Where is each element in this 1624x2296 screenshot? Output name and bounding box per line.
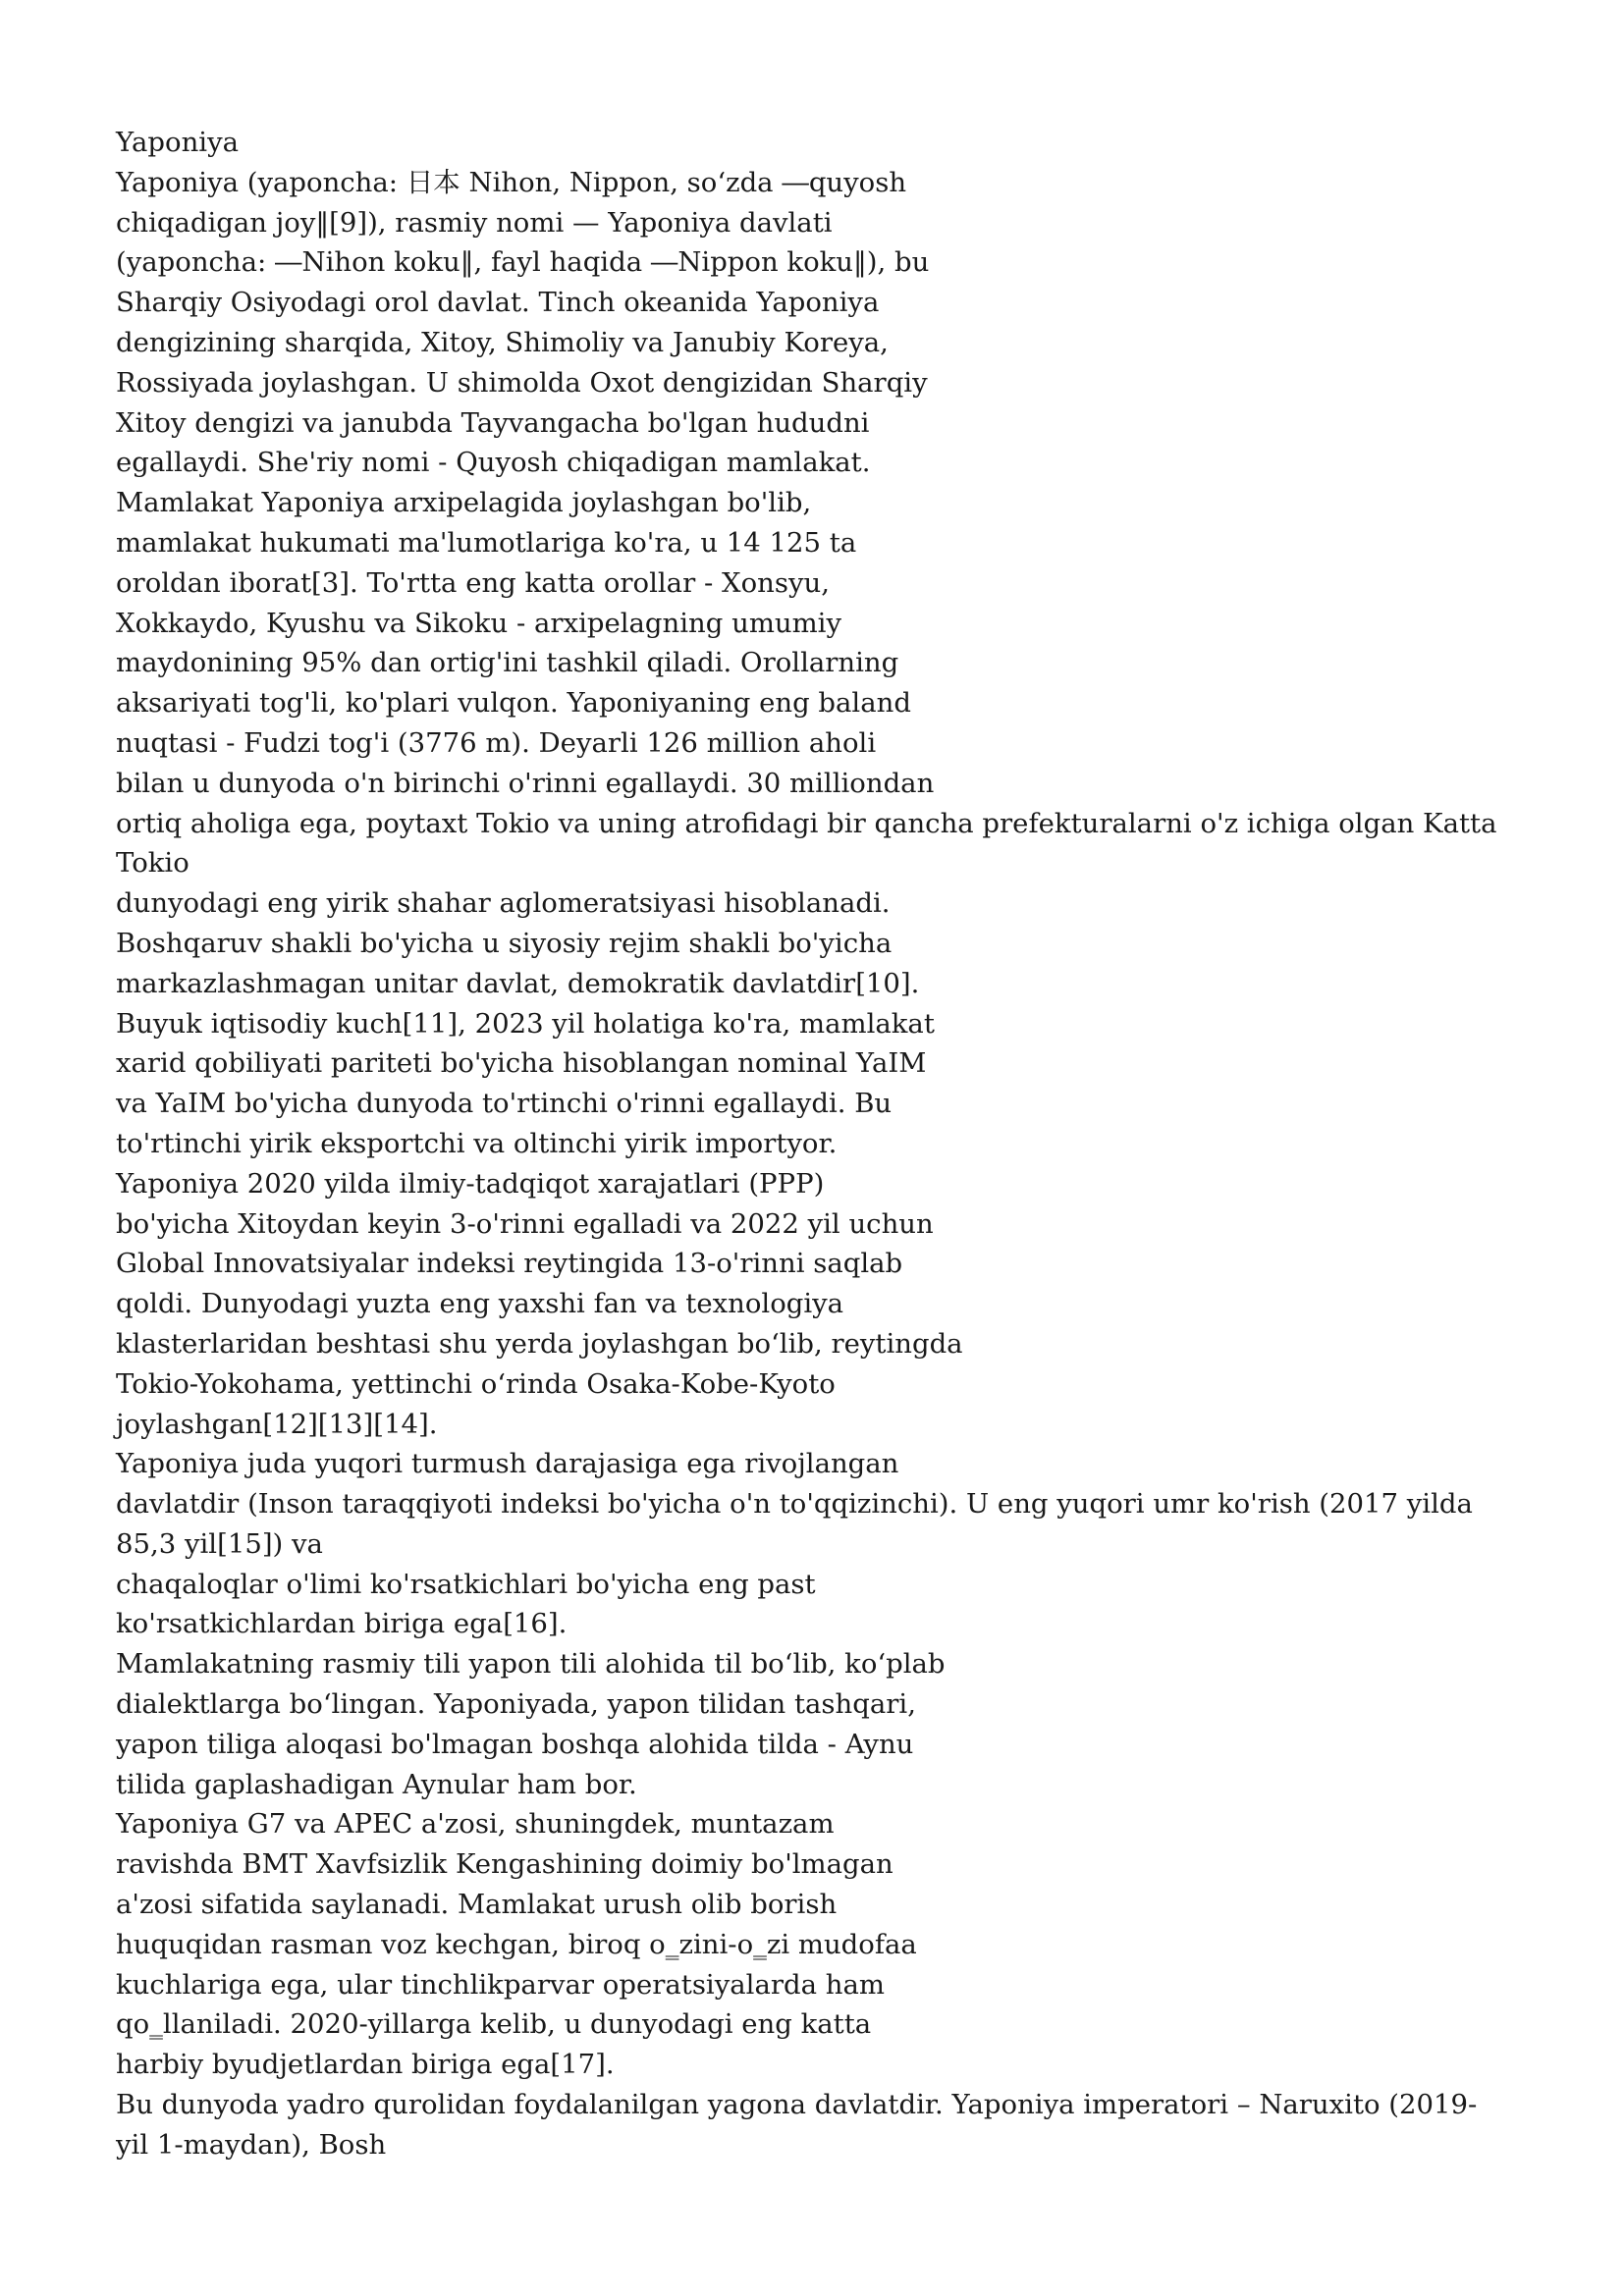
text-line: markazlashmagan unitar davlat, demokratik davlatdir[10]. xyxy=(116,967,920,999)
text-line: (yaponcha: ―Nihon koku‖, fayl haqida ―Nippon koku‖), bu xyxy=(116,246,930,279)
text-line: huquqidan rasman voz kechgan, biroq o‗zini-o‗zi mudofaa xyxy=(116,1928,917,1960)
text-line: Sharqiy Osiyodagi orol davlat. Tinch okeanida Yaponiya xyxy=(116,287,880,319)
text-line: xarid qobiliyati pariteti bo'yicha hisoblangan nominal YaIM xyxy=(116,1047,927,1080)
text-line: Global Innovatsiyalar indeksi reytingida 13-o'rinni saqlab xyxy=(116,1248,903,1280)
text-line: Yaponiya juda yuqori turmush darajasiga ega rivojlangan xyxy=(116,1448,899,1480)
document-title: Yaponiya xyxy=(116,127,240,158)
text-line: bo'yicha Xitoydan keyin 3-o'rinni egalladi va 2022 yil uchun xyxy=(116,1207,934,1240)
text-line: mamlakat hukumati ma'lumotlariga ko'ra, u 14 125 ta xyxy=(116,526,857,559)
text-line: oroldan iborat[3]. To'rtta eng katta orollar - Xonsyu, xyxy=(116,566,830,599)
text-line: 85,3 yil[15]) va xyxy=(116,1527,323,1560)
text-line: dialektlarga bo‘lingan. Yaponiyada, yapon tilidan tashqari, xyxy=(116,1688,916,1721)
text-line: bilan u dunyoda o'n birinchi o'rinni egallaydi. 30 milliondan xyxy=(116,767,935,799)
text-line: to'rtinchi yirik eksportchi va oltinchi yirik importyor. xyxy=(116,1127,838,1159)
text-line: ko'rsatkichlardan biriga ega[16]. xyxy=(116,1608,568,1640)
text-line: maydonining 95% dan ortig'ini tashkil qiladi. Orollarning xyxy=(116,647,899,679)
text-line: nuqtasi - Fudzi tog'i (3776 m). Deyarli 126 million aholi xyxy=(116,726,877,759)
text-line: chiqadigan joy‖[9]), rasmiy nomi — Yaponiya davlati xyxy=(116,206,833,239)
text-line: Tokio-Yokohama, yettinchi o‘rinda Osaka-Kobe-Kyoto xyxy=(116,1367,836,1400)
text-line: Xitoy dengizi va janubda Tayvangacha bo'lgan hududni xyxy=(116,406,870,439)
text-line: tilida gaplashadigan Aynular ham bor. xyxy=(116,1768,637,1800)
text-line: Boshqaruv shakli bo'yicha u siyosiy rejim shakli bo'yicha xyxy=(116,927,893,959)
text-line: Rossiyada joylashgan. U shimolda Oxot dengizidan Sharqiy xyxy=(116,366,928,399)
text-line: egallaydi. She'riy nomi - Quyosh chiqadigan mamlakat. xyxy=(116,447,871,479)
text-line: ortiq aholiga ega, poytaxt Tokio va uning atrofidagi bir qancha prefekturalarni o'z ichiga olgan Katta xyxy=(116,807,1497,839)
text-line: Tokio xyxy=(116,847,189,880)
text-line: Mamlakat Yaponiya arxipelagida joylashgan bo'lib, xyxy=(116,487,812,519)
text-line: Yaponiya (yaponcha: 日本 Nihon, Nippon, so‘zda ―quyosh xyxy=(116,166,907,198)
text-line: chaqaloqlar o'limi ko'rsatkichlari bo'yicha eng past xyxy=(116,1568,816,1600)
text-line: dengizining sharqida, Xitoy, Shimoliy va Janubiy Koreya, xyxy=(116,326,889,358)
text-line: yapon tiliga aloqasi bo'lmagan boshqa alohida tilda - Aynu xyxy=(116,1728,914,1760)
text-line: klasterlaridan beshtasi shu yerda joylashgan bo‘lib, reytingda xyxy=(116,1327,963,1360)
text-line: Yaponiya G7 va APEC a'zosi, shuningdek, muntazam xyxy=(116,1808,835,1841)
text-line: yil 1-maydan), Bosh xyxy=(116,2128,387,2161)
text-line: aksariyati tog'li, ko'plari vulqon. Yaponiyaning eng baland xyxy=(116,687,911,720)
text-line: Yaponiya 2020 yilda ilmiy-tadqiqot xarajatlari (PPP) xyxy=(116,1167,825,1200)
text-line: qo‗llaniladi. 2020-yillarga kelib, u dunyodagi eng katta xyxy=(116,2008,872,2041)
text-line: Buyuk iqtisodiy kuch[11], 2023 yil holatiga ko'ra, mamlakat xyxy=(116,1007,935,1040)
document-body xyxy=(116,163,1530,2165)
text-line: dunyodagi eng yirik shahar aglomeratsiyasi hisoblanadi. xyxy=(116,887,891,920)
text-line: a'zosi sifatida saylanadi. Mamlakat urush olib borish xyxy=(116,1889,838,1921)
text-line: joylashgan[12][13][14]. xyxy=(116,1408,438,1440)
text-line: Bu dunyoda yadro qurolidan foydalanilgan yagona davlatdir. Yaponiya imperatori – Naruxito (2019- xyxy=(116,2089,1478,2121)
text-line: Xokkaydo, Kyushu va Sikoku - arxipelagning umumiy xyxy=(116,607,842,639)
text-line: kuchlariga ega, ular tinchlikparvar operatsiyalarda ham xyxy=(116,1968,885,2001)
text-line: harbiy byudjetlardan biriga ega[17]. xyxy=(116,2049,615,2081)
text-line: davlatdir (Inson taraqqiyoti indeksi bo'yicha o'n to'qqizinchi). U eng yuqori umr ko'rish (2017 yilda xyxy=(116,1488,1473,1521)
text-line: ravishda BMT Xavfsizlik Kengashining doimiy bo'lmagan xyxy=(116,1848,893,1881)
text-line: qoldi. Dunyodagi yuzta eng yaxshi fan va texnologiya xyxy=(116,1288,844,1320)
document-page xyxy=(116,123,1530,2165)
text-line: Mamlakatning rasmiy tili yapon tili alohida til bo‘lib, ko‘plab xyxy=(116,1648,946,1681)
text-line: va YaIM bo'yicha dunyoda to'rtinchi o'rinni egallaydi. Bu xyxy=(116,1088,893,1120)
